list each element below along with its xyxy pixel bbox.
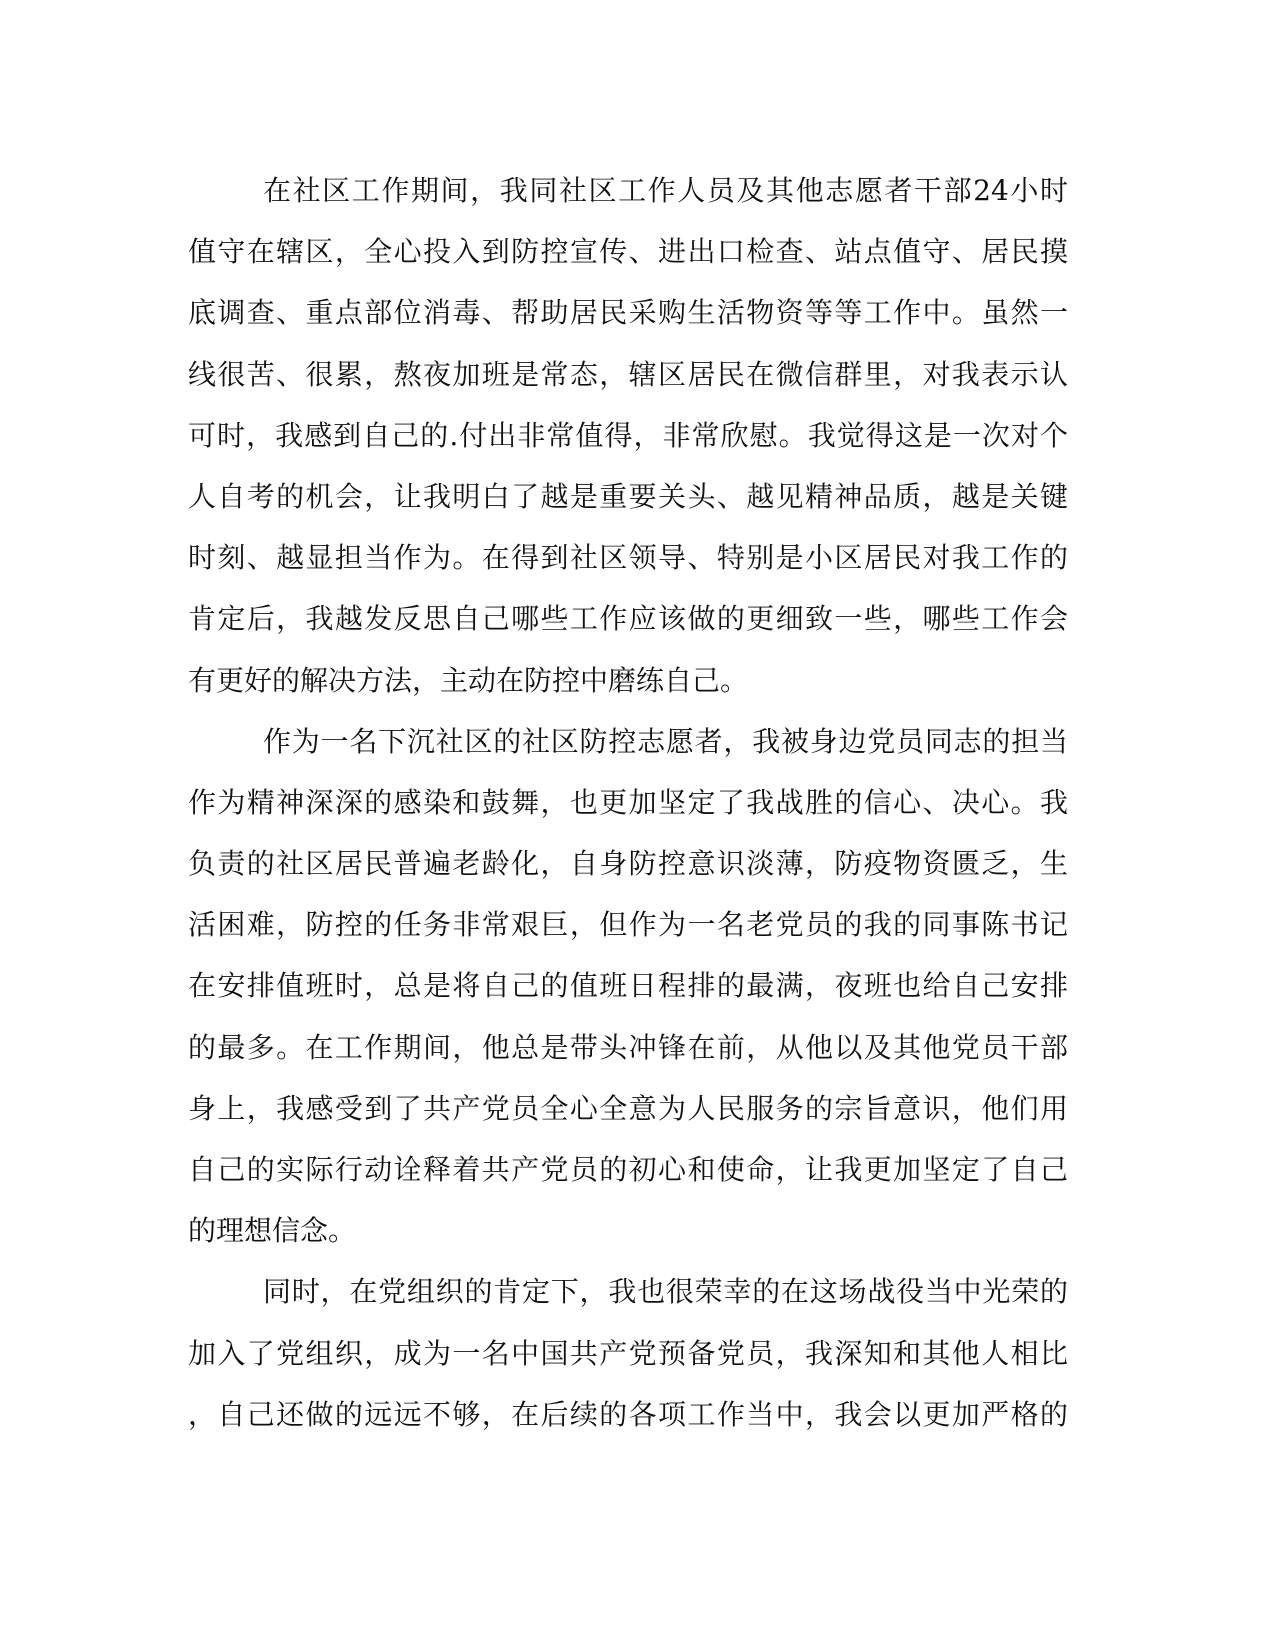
text-line: 线很苦、很累，熬夜加班是常态，辖区居民在微信群里，对我表示认 [188,357,1068,391]
text-line: 负责的社区居民普遍老龄化，自身防控意识淡薄，防疫物资匮乏，生 [188,847,1068,881]
text-line: 人自考的机会，让我明白了越是重要关头、越见精神品质，越是关键 [188,479,1068,513]
text-line: 自己的实际行动诠释着共产党员的初心和使命，让我更加坚定了自己 [188,1153,1068,1186]
paragraph-2 [188,711,1068,1262]
paragraph-3 [188,1261,1068,1445]
text-line: 身上，我感受到了共产党员全心全意为人民服务的宗旨意识，他们用 [188,1091,1068,1125]
text-line: 作为一名下沉社区的社区防控志愿者，我被身边党员同志的担当 [263,724,1068,758]
text-line: 有更好的解决方法，主动在防控中磨练自己。 [188,663,749,697]
paragraph-1 [188,160,1068,711]
text-line: 在安排值班时，总是将自己的值班日程排的最满，夜班也给自己安排 [188,969,1068,1003]
text-line: 可时，我感到自己的.付出非常值得，非常欣慰。我觉得这是一次对个 [188,418,1068,452]
text-line: 活困难，防控的任务非常艰巨，但作为一名老党员的我的同事陈书记 [188,908,1068,942]
text-line: 的理想信念。 [188,1214,357,1248]
text-line: 作为精神深深的感染和鼓舞，也更加坚定了我战胜的信心、决心。我 [188,785,1068,819]
text-line: 同时，在党组织的肯定下，我也很荣幸的在这场战役当中光荣的 [263,1275,1068,1309]
text-line: 肯定后，我越发反思自己哪些工作应该做的更细致一些，哪些工作会 [188,602,1068,636]
text-line: 值守在辖区，全心投入到防控宣传、进出口检查、站点值守、居民摸 [188,235,1068,269]
document-body [188,160,1068,1445]
text-line: 底调查、重点部位消毒、帮助居民采购生活物资等等工作中。虽然一 [188,296,1068,330]
text-line: 时刻、越显担当作为。在得到社区领导、特别是小区居民对我工作的 [188,541,1068,575]
text-line: 的最多。在工作期间，他总是带头冲锋在前，从他以及其他党员干部 [188,1030,1068,1064]
text-line: ，自己还做的远远不够，在后续的各项工作当中，我会以更加严格的 [188,1397,1068,1431]
text-line: 加入了党组织，成为一名中国共产党预备党员，我深知和其他人相比 [188,1336,1068,1370]
text-line: 在社区工作期间，我同社区工作人员及其他志愿者干部24小时 [263,174,1068,207]
